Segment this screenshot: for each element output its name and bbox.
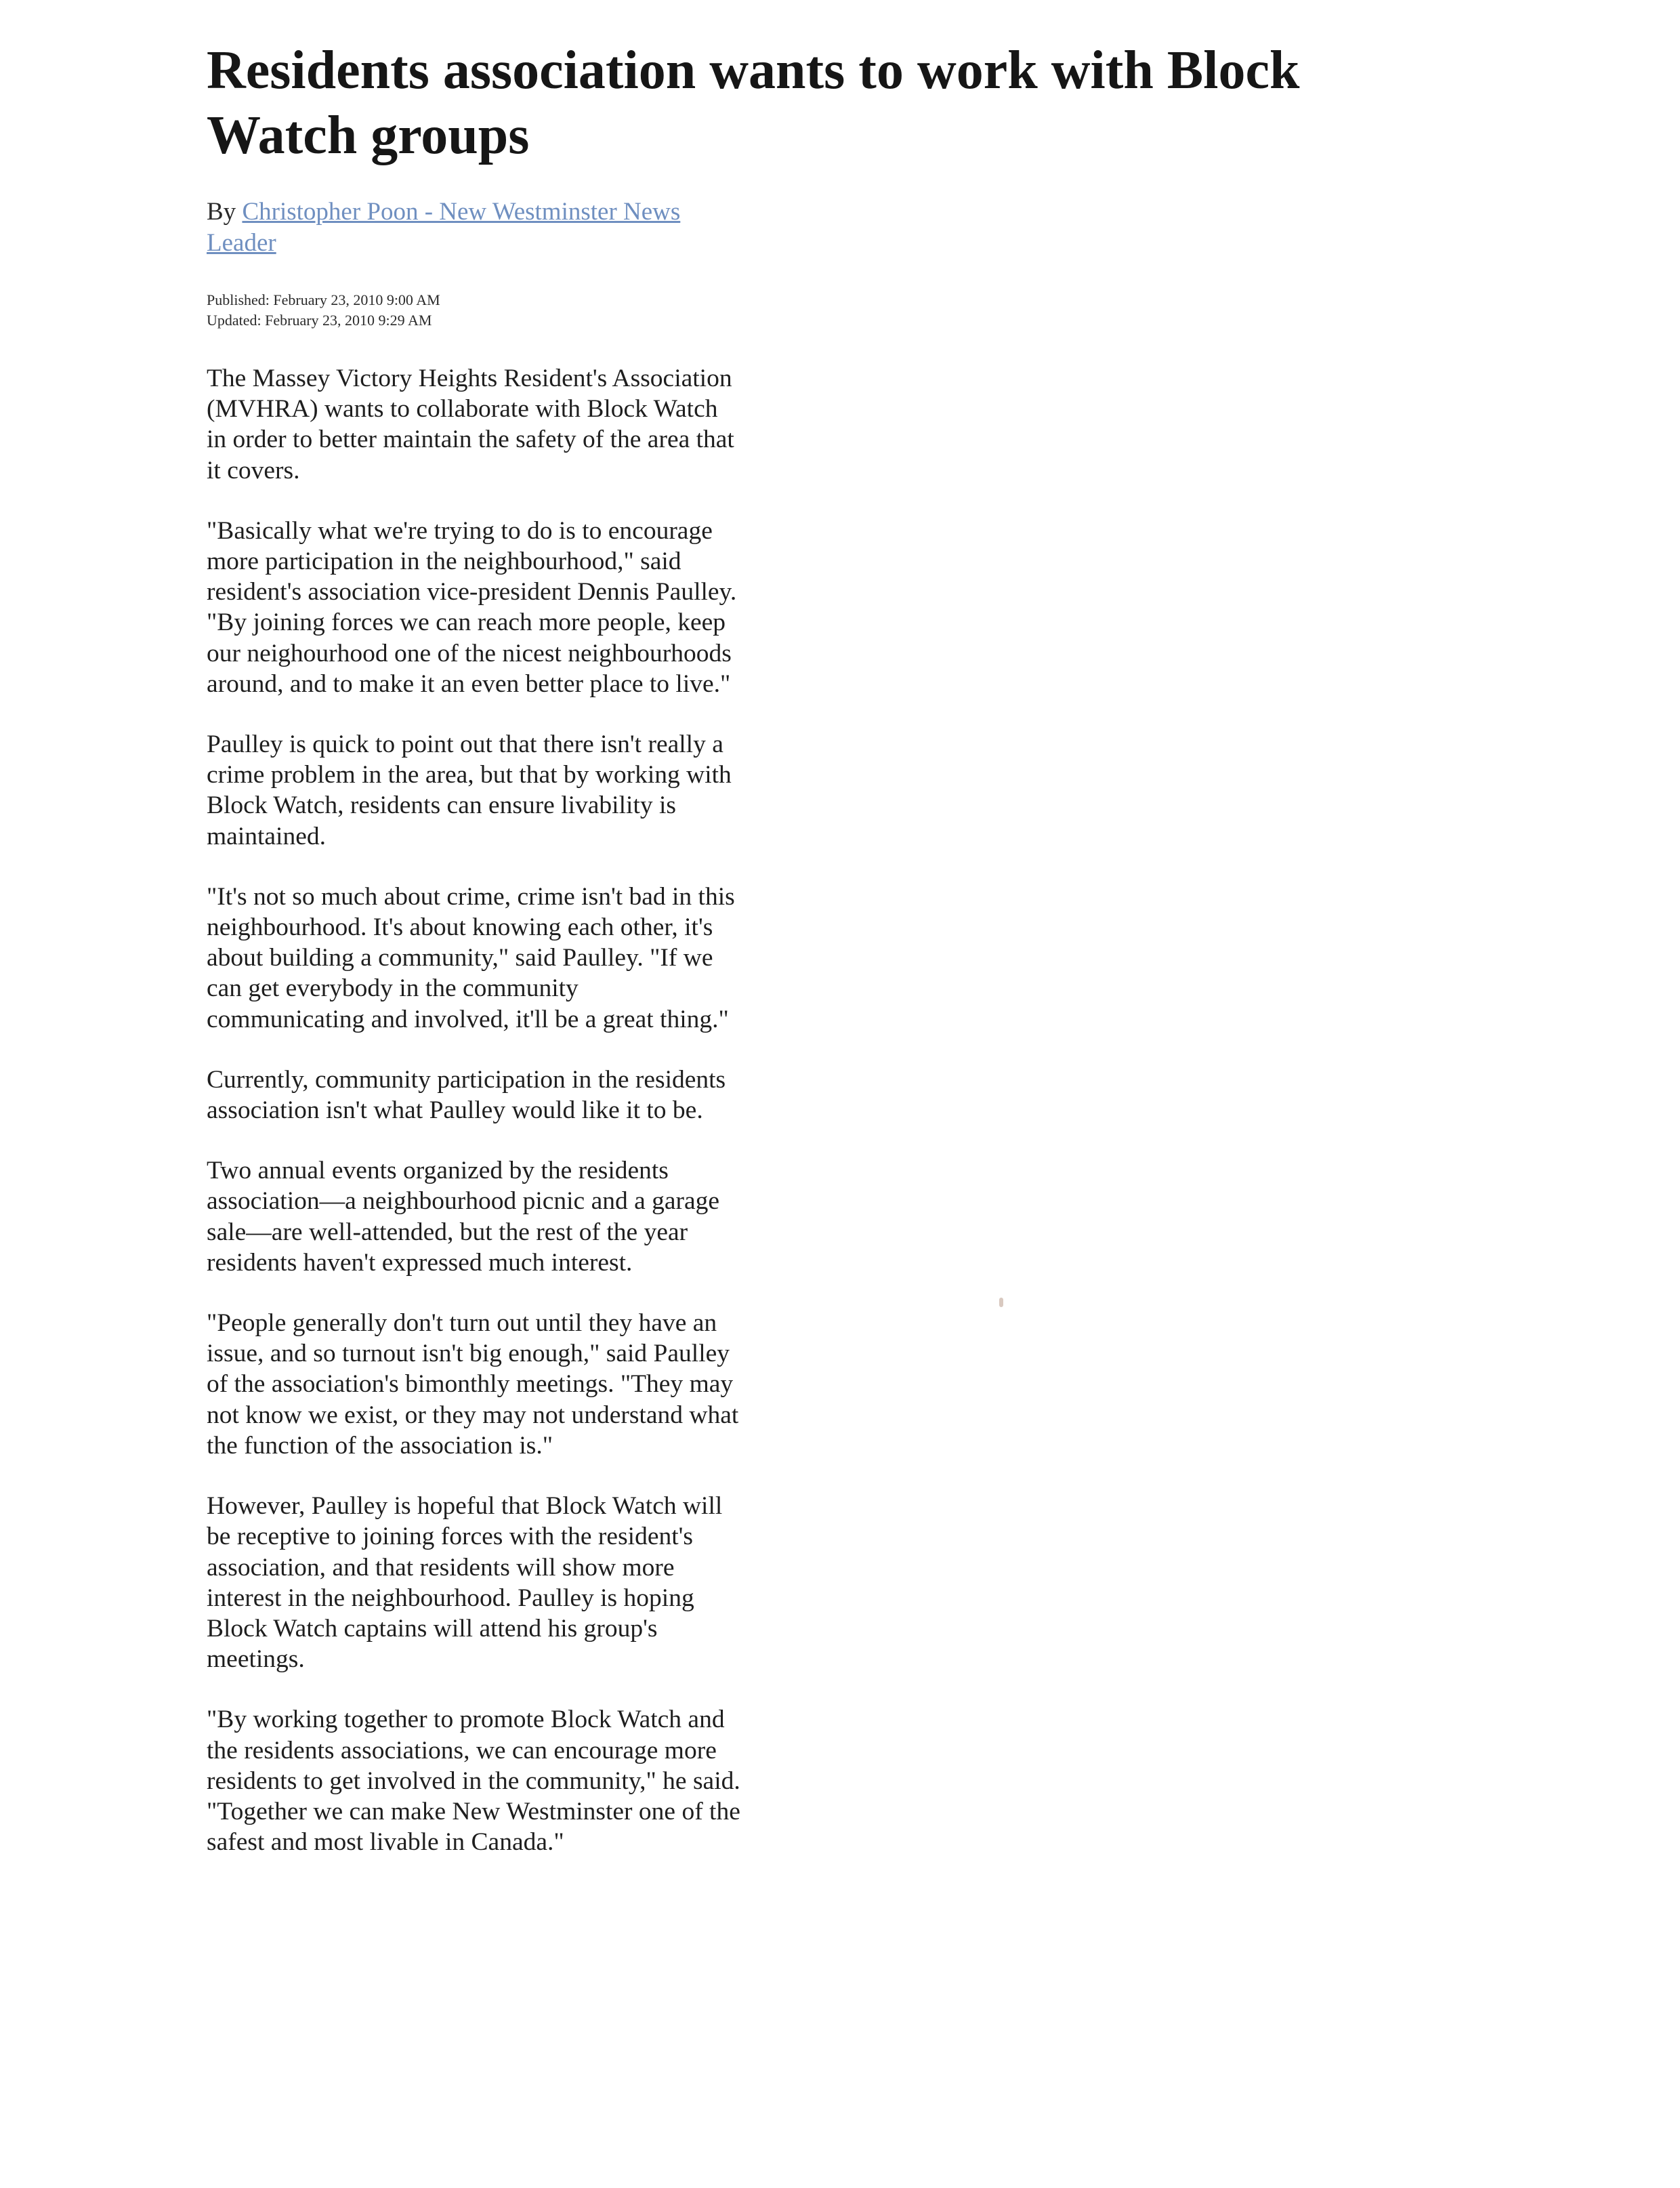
paragraph-1: The Massey Victory Heights Resident's Association (MVHRA) wants to collaborate with Block Watch in order to better maintain the safety of the area that it covers. [207, 365, 734, 484]
paragraph-5: Currently, community participation in the residents association isn't what Paulley would like it to be. [207, 1065, 726, 1125]
paragraph-6: Two annual events organized by the residents association—a neighbourhood picnic and a garage sale—are well-attended, but the rest of the year residents haven't expressed much interest. [207, 1157, 720, 1277]
paragraph-9: "By working together to promote Block Watch and the residents associations, we can encourage more residents to get involved in the community," he said. "Together we can make New Westminster one of the safest and most livable in Canada." [207, 1706, 740, 1857]
publication-dates [207, 290, 721, 331]
author-link[interactable]: Christopher Poon - New Westminster News Leader [207, 198, 681, 257]
byline [207, 197, 721, 259]
article-headline: Residents association wants to work with Block Watch groups [207, 41, 1300, 165]
byline-prefix: By [207, 198, 243, 226]
article-body [207, 363, 742, 1887]
paragraph-2: "Basically what we're trying to do is to encourage more participation in the neighbourhood," said resident's association vice-president Dennis Paulley. "By joining forces we can reach more people, keep our neighourhood one of the nicest neighbourhoods around, and to make it an even better place to live." [207, 516, 737, 698]
published-date: Published: February 23, 2010 9:00 AM [207, 291, 440, 308]
paragraph-3: Paulley is quick to point out that there isn't really a crime problem in the area, but that by working with Block Watch, residents can ensure livability is maintained. [207, 730, 732, 850]
paragraph-7: "People generally don't turn out until they have an issue, and so turnout isn't big enough," said Paulley of the association's bimonthly meetings. "They may not know we exist, or they may not understand what the function of the association is." [207, 1309, 739, 1460]
paragraph-4: "It's not so much about crime, crime isn't bad in this neighbourhood. It's about knowing each other, it's about building a community," said Paulley. "If we can get everybody in the community communicating and involved, it'll be a great thing." [207, 882, 735, 1033]
scan-speck [999, 1298, 1003, 1307]
paragraph-8: However, Paulley is hopeful that Block Watch will be receptive to joining forces with the resident's association, and that residents will show more interest in the neighbourhood. Paulley is hoping Block Watch captains will attend his group's meetings. [207, 1492, 723, 1674]
updated-date: Updated: February 23, 2010 9:29 AM [207, 312, 432, 329]
